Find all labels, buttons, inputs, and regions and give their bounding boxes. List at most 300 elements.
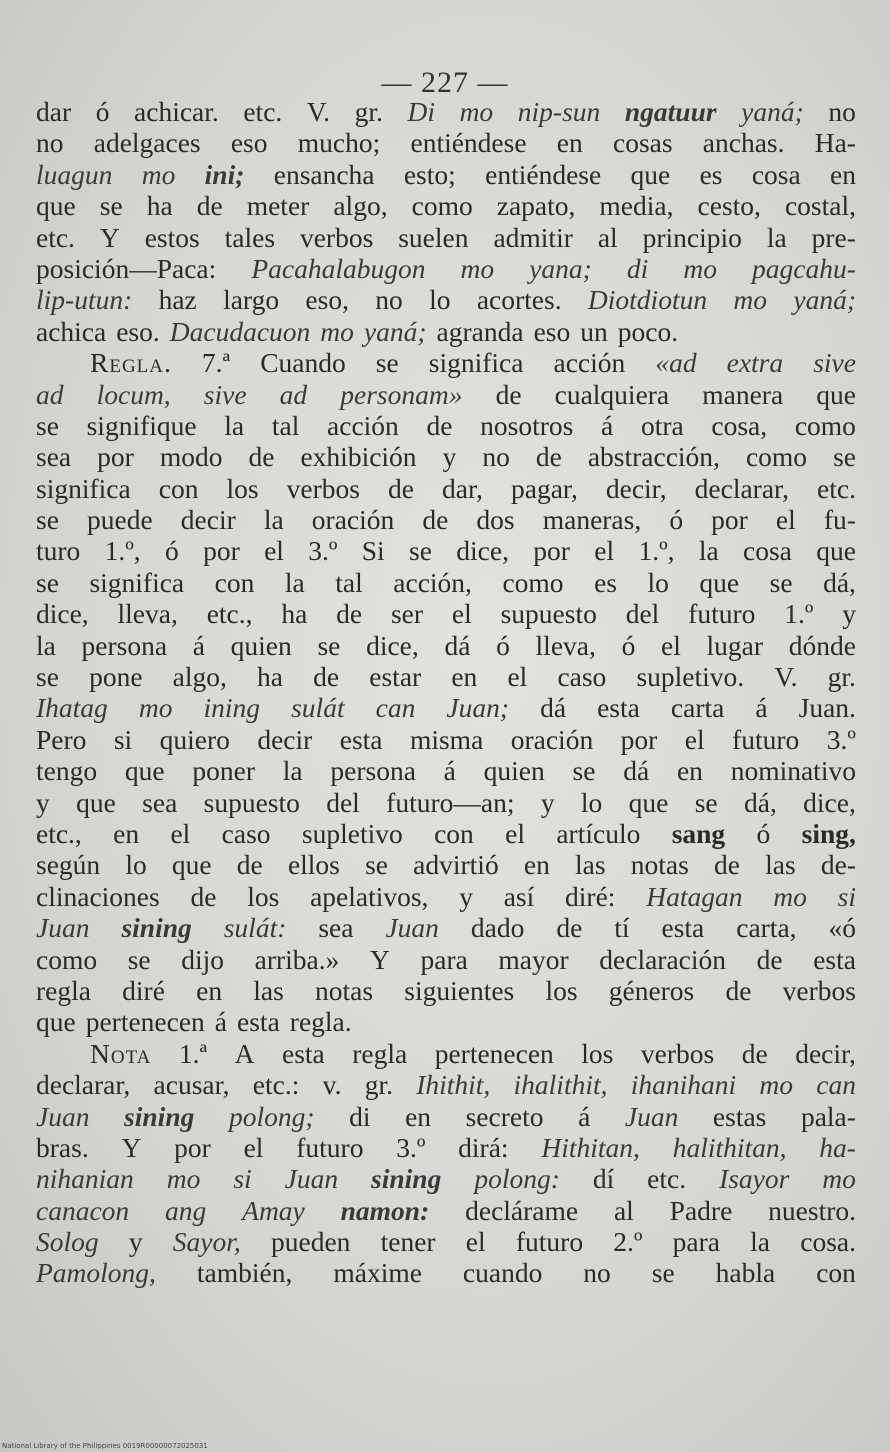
word: ihalithit, xyxy=(513,1069,608,1101)
word: declárame xyxy=(465,1194,579,1226)
word: futuro xyxy=(688,598,756,630)
word: acusar, xyxy=(153,1069,230,1101)
word: en xyxy=(196,974,223,1006)
word: yaná; xyxy=(363,315,427,347)
word: mo xyxy=(773,880,807,912)
word: esta xyxy=(339,723,383,755)
word: pre- xyxy=(811,221,856,253)
word: «ó xyxy=(828,912,856,944)
word: con xyxy=(158,472,199,504)
word: no xyxy=(583,1257,611,1289)
word: poco. xyxy=(617,315,679,347)
word: quien xyxy=(483,755,545,787)
word: el xyxy=(170,817,191,849)
word: V. xyxy=(306,96,331,127)
word: «ad xyxy=(655,347,697,379)
word: acortes. xyxy=(476,284,562,316)
word: de xyxy=(556,912,583,944)
word: etc. xyxy=(817,472,856,504)
word: ó xyxy=(669,504,684,536)
word: pagcahu- xyxy=(752,252,856,284)
word: costal, xyxy=(784,190,856,222)
word: significa xyxy=(36,472,131,504)
word: manera xyxy=(702,378,784,410)
word: cosa, xyxy=(711,409,768,441)
word: di xyxy=(626,252,649,284)
word: de xyxy=(725,974,752,1006)
word: lo xyxy=(580,786,603,818)
word: las xyxy=(575,849,606,881)
word: que xyxy=(816,535,856,567)
word: Sayor, xyxy=(172,1226,241,1258)
word: se xyxy=(317,629,341,661)
word: caso xyxy=(221,817,271,849)
word: de xyxy=(196,190,223,222)
word: Pamolong, xyxy=(36,1257,156,1289)
word: decir xyxy=(257,723,313,755)
word: supletivo. xyxy=(636,661,745,693)
word: lip-utun: xyxy=(36,284,133,316)
word: que xyxy=(76,786,116,818)
word: sing, xyxy=(801,817,856,849)
word: ensancha xyxy=(273,158,375,190)
word: notas xyxy=(315,974,374,1006)
word: gr. xyxy=(354,96,383,127)
word: lo xyxy=(125,849,147,881)
word: verbos xyxy=(640,1037,715,1069)
word: anchas. xyxy=(702,127,785,159)
word: y xyxy=(540,786,555,818)
word: estas xyxy=(712,1100,767,1132)
word: que xyxy=(171,849,212,881)
word: se xyxy=(651,1257,675,1289)
word: de xyxy=(190,880,217,912)
word: que xyxy=(816,378,856,410)
word: siguientes xyxy=(404,974,515,1006)
word: sive xyxy=(203,378,247,410)
word: otra xyxy=(640,409,684,441)
word: de xyxy=(495,378,522,410)
word: mo xyxy=(759,1069,794,1101)
word: dice, xyxy=(803,786,856,818)
word: locum, xyxy=(96,378,171,410)
word: y xyxy=(842,598,856,630)
text-line xyxy=(36,881,856,912)
word: exhibición xyxy=(300,441,417,473)
word: 1.ª xyxy=(178,1037,208,1069)
word: Ihatag xyxy=(36,692,108,724)
word: ang xyxy=(165,1194,207,1226)
word: sining xyxy=(371,1163,442,1195)
word: maneras, xyxy=(542,504,642,536)
word: las xyxy=(765,849,796,881)
word: dar xyxy=(36,96,72,127)
word: se xyxy=(375,347,399,379)
word: Pero xyxy=(36,723,87,755)
text-line xyxy=(36,441,856,472)
word: ad xyxy=(279,378,308,410)
word: mo xyxy=(141,158,176,190)
word: los xyxy=(581,1037,614,1069)
word: el xyxy=(243,1131,264,1163)
text-line xyxy=(36,1132,856,1163)
word: turo xyxy=(36,535,81,567)
word: los xyxy=(247,880,280,912)
word: apelativos, xyxy=(310,880,429,912)
word: dí xyxy=(592,1163,615,1195)
word: Si xyxy=(361,535,385,567)
word: arriba.» xyxy=(254,943,340,975)
word: así xyxy=(503,880,535,912)
word: ihanihani xyxy=(630,1069,737,1101)
word: 1.º, xyxy=(104,535,141,567)
word: etc. xyxy=(243,96,283,127)
word: Ha- xyxy=(814,127,856,159)
word: entiéndese xyxy=(485,158,602,190)
word: Hatagan xyxy=(646,880,743,912)
word: ó xyxy=(621,629,636,661)
word: de xyxy=(236,849,263,881)
word: no xyxy=(375,284,403,316)
word: yana; xyxy=(529,252,592,284)
word: en xyxy=(556,127,583,159)
word: en xyxy=(830,158,856,190)
text-line xyxy=(36,473,856,504)
word: según xyxy=(36,849,101,881)
word: haz xyxy=(158,284,197,316)
word: 7.ª xyxy=(201,347,231,379)
word: habla xyxy=(715,1257,776,1289)
word: lleva, xyxy=(117,598,178,630)
word: ó xyxy=(95,96,110,127)
word: á xyxy=(755,692,768,724)
word: que xyxy=(630,158,671,190)
word: mo xyxy=(683,252,717,284)
word: ini; xyxy=(204,158,245,190)
word: pone xyxy=(89,661,143,693)
word: en xyxy=(676,755,703,787)
word: el xyxy=(775,504,796,536)
text-line xyxy=(36,222,856,253)
word: cesto, xyxy=(697,190,761,222)
text-line xyxy=(36,127,856,158)
word: entiéndese xyxy=(410,127,527,159)
word: Juan xyxy=(624,1100,679,1132)
body-text xyxy=(36,96,856,1289)
word: ellos xyxy=(287,849,340,881)
word: ha xyxy=(257,661,284,693)
word: significa xyxy=(428,347,524,379)
word: Padre xyxy=(669,1194,733,1226)
text-line xyxy=(36,630,856,661)
word: 1.º xyxy=(784,598,814,630)
word: y xyxy=(36,786,50,818)
word: Amay xyxy=(242,1194,305,1226)
word: la xyxy=(766,221,787,253)
word: esta xyxy=(597,692,640,724)
word: modo xyxy=(159,441,223,473)
word: mo xyxy=(320,315,354,347)
word: Juan xyxy=(36,1100,90,1132)
word: cosas xyxy=(612,127,673,159)
word: Dacudacuon xyxy=(169,315,311,347)
word: á xyxy=(192,629,205,661)
word: dá xyxy=(623,755,650,787)
word: Y xyxy=(370,943,390,975)
word: lo xyxy=(647,566,669,598)
word: Di xyxy=(407,96,435,127)
text-line xyxy=(36,787,856,818)
word: sulát: xyxy=(223,912,287,944)
word: y xyxy=(128,1226,143,1258)
word: algo, xyxy=(172,661,227,693)
text-line xyxy=(36,567,856,598)
word: de xyxy=(248,441,275,473)
word: acción xyxy=(553,347,626,379)
word: por xyxy=(533,535,570,567)
word: notas xyxy=(630,849,689,881)
page-number: — 227 — xyxy=(381,66,509,99)
word: nominativo xyxy=(730,755,856,787)
word: esta xyxy=(237,1006,280,1038)
word: ad xyxy=(36,378,64,410)
word: oración xyxy=(311,504,395,536)
word: quien xyxy=(230,629,292,661)
word: zapato, xyxy=(496,190,576,222)
word: también, xyxy=(196,1257,293,1289)
word: decir, xyxy=(605,472,667,504)
word: que xyxy=(699,566,740,598)
word: dá xyxy=(540,692,567,724)
word: géneros xyxy=(608,974,695,1006)
word: tal xyxy=(335,566,363,598)
word: á xyxy=(214,1006,228,1038)
word: diré xyxy=(122,974,165,1006)
word: luagun xyxy=(36,158,113,190)
word: Juan; xyxy=(446,692,510,724)
word: no xyxy=(36,127,64,159)
word: 2.º xyxy=(613,1226,643,1258)
word: como xyxy=(502,566,564,598)
word: dar, xyxy=(442,472,483,504)
word: dado xyxy=(470,912,525,944)
word: Cuando xyxy=(260,347,346,379)
word: agranda xyxy=(436,315,524,347)
word: quiero xyxy=(159,723,230,755)
word: la xyxy=(263,504,284,536)
word: dirá: xyxy=(458,1131,509,1163)
text-line xyxy=(36,661,856,692)
word: canacon xyxy=(36,1194,130,1226)
word: se xyxy=(769,566,793,598)
word: el xyxy=(684,723,705,755)
word: 1.º, xyxy=(638,535,675,567)
text-line xyxy=(36,724,856,755)
text-line xyxy=(36,692,856,723)
word: declarar, xyxy=(694,472,789,504)
word: la xyxy=(284,566,305,598)
word: de xyxy=(713,849,740,881)
text-line xyxy=(36,755,856,786)
word: pagar, xyxy=(510,472,578,504)
word: por xyxy=(174,1131,211,1163)
word: al xyxy=(597,221,618,253)
word: en xyxy=(523,849,550,881)
word: achica xyxy=(36,315,107,347)
word: el xyxy=(507,661,528,693)
word: V. xyxy=(774,661,798,693)
word: ha xyxy=(146,190,173,222)
word: ngatuur xyxy=(624,96,717,127)
word: esta xyxy=(813,943,856,975)
word: adelgaces xyxy=(93,127,201,159)
word: secreto xyxy=(465,1100,544,1132)
word: A xyxy=(234,1037,255,1069)
library-footer: National Library of the Philippines 0019R00000072025031 xyxy=(2,1442,208,1450)
word: Hithitan, xyxy=(541,1131,640,1163)
word: de xyxy=(336,598,363,630)
word: se xyxy=(36,566,59,598)
word: que xyxy=(628,786,669,818)
word: es xyxy=(594,566,617,598)
text-line xyxy=(36,253,856,284)
word: achicar. xyxy=(134,96,219,127)
text-line xyxy=(36,1163,856,1194)
word: carta, xyxy=(736,912,797,944)
word: etc. xyxy=(36,221,75,253)
word: halithitan, xyxy=(672,1131,787,1163)
text-line xyxy=(36,975,856,1006)
word: cuando xyxy=(462,1257,543,1289)
word: á xyxy=(601,409,614,441)
word: oración xyxy=(510,723,594,755)
word: bras. xyxy=(36,1131,89,1163)
word: se xyxy=(572,755,596,787)
word: estar xyxy=(369,661,422,693)
word: dijo xyxy=(181,943,225,975)
word: Ihithit, xyxy=(416,1069,491,1101)
word: misma xyxy=(409,723,484,755)
word: la xyxy=(36,629,56,661)
word: dos xyxy=(476,504,515,536)
word: no xyxy=(828,96,856,127)
text-line xyxy=(36,379,856,410)
word: el xyxy=(594,535,615,567)
word: caso xyxy=(557,661,607,693)
word: de- xyxy=(820,849,856,881)
word: media, xyxy=(599,190,674,222)
word: etc. xyxy=(647,1163,687,1195)
word: futuro xyxy=(732,723,800,755)
word: regla xyxy=(352,1037,408,1069)
word: lleva, xyxy=(535,629,596,661)
word: mo xyxy=(733,284,768,316)
text-line xyxy=(36,1006,856,1037)
text-line xyxy=(36,347,856,378)
word: pueden xyxy=(271,1226,351,1258)
word: por xyxy=(97,441,134,473)
word: Regla. xyxy=(90,347,172,379)
text-line xyxy=(36,944,856,975)
word: ser xyxy=(390,598,424,630)
word: verbos xyxy=(782,974,856,1006)
word: y xyxy=(442,441,457,473)
text-line xyxy=(36,1101,856,1132)
word: dónde xyxy=(788,629,856,661)
word: Nota xyxy=(90,1037,152,1069)
word: la xyxy=(224,409,245,441)
word: 3.º xyxy=(826,723,856,755)
word: de xyxy=(388,472,414,504)
word: poner xyxy=(192,755,255,787)
word: pala- xyxy=(800,1100,856,1132)
word: nosotros xyxy=(480,409,574,441)
word: di xyxy=(349,1100,371,1132)
word: por xyxy=(711,504,748,536)
word: esto; xyxy=(403,158,456,190)
word: tengo xyxy=(36,755,98,787)
word: signifique xyxy=(86,409,197,441)
word: tí xyxy=(614,912,630,944)
word: Solog xyxy=(36,1226,99,1258)
word: ó xyxy=(165,535,179,567)
word: extra xyxy=(726,347,784,379)
word: ó xyxy=(496,629,510,661)
text-line xyxy=(36,912,856,943)
text-line xyxy=(36,1038,856,1069)
word: mo xyxy=(166,1163,201,1195)
word: se xyxy=(36,504,59,536)
word: dá, xyxy=(823,566,856,598)
word: Juan xyxy=(284,1163,339,1195)
word: mo xyxy=(459,96,494,127)
word: yaná; xyxy=(741,96,804,127)
word: dice, xyxy=(456,535,509,567)
word: se xyxy=(99,190,123,222)
word: verbos xyxy=(299,221,374,253)
word: futuro xyxy=(515,1226,584,1258)
word: si xyxy=(233,1163,252,1195)
word: posición—Paca: xyxy=(36,252,217,284)
word: por xyxy=(203,535,240,567)
word: la xyxy=(698,535,719,567)
text-line xyxy=(36,849,856,880)
text-line xyxy=(36,1069,856,1100)
word: eso xyxy=(230,127,268,159)
word: etc., xyxy=(206,598,253,630)
word: pertenecen xyxy=(85,1006,205,1038)
word: principio xyxy=(642,221,742,253)
text-line xyxy=(36,284,856,315)
word: lugar xyxy=(706,629,764,661)
word: se xyxy=(694,786,718,818)
word: significa xyxy=(89,566,185,598)
word: ining xyxy=(203,692,261,724)
word: algo, xyxy=(333,190,388,222)
text-line xyxy=(36,316,856,347)
word: con xyxy=(214,566,255,598)
word: Isayor xyxy=(719,1163,790,1195)
word: como xyxy=(36,943,98,975)
word: mayor xyxy=(498,943,569,975)
word: estos xyxy=(144,221,200,253)
word: yaná; xyxy=(793,284,856,316)
word: carta xyxy=(670,692,725,724)
word: el xyxy=(264,535,284,567)
word: fu- xyxy=(823,504,856,536)
word: declaración xyxy=(599,943,727,975)
word: supletivo xyxy=(301,817,403,849)
